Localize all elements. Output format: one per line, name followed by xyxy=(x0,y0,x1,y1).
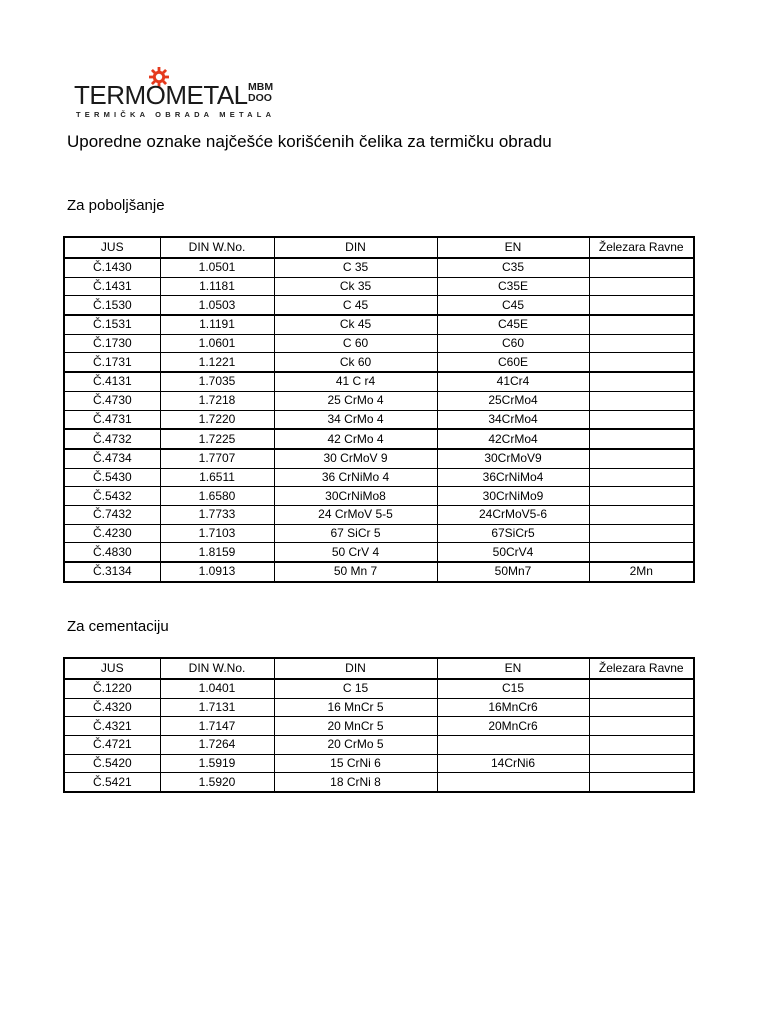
table-row xyxy=(64,315,694,334)
cell-en: 34CrMo4 xyxy=(437,410,589,429)
cell-din-wno: 1.7103 xyxy=(160,524,274,543)
cell-en: 50CrV4 xyxy=(437,543,589,562)
cell-zelezara-ravne xyxy=(589,543,694,562)
cell-din-wno: 1.6580 xyxy=(160,487,274,506)
cell-din-wno: 1.1191 xyxy=(160,315,274,334)
table-row xyxy=(64,353,694,372)
cell-din-wno: 1.0601 xyxy=(160,334,274,353)
cell-en: 30CrMoV9 xyxy=(437,449,589,468)
column-header-zelezara-ravne: Železara Ravne xyxy=(589,658,694,679)
cell-din-wno: 1.0401 xyxy=(160,679,274,698)
cell-jus: Č.3134 xyxy=(64,562,160,582)
cell-zelezara-ravne xyxy=(589,296,694,315)
cell-din: 50 Mn 7 xyxy=(274,562,437,582)
cell-jus: Č.4721 xyxy=(64,736,160,755)
column-header-din: DIN xyxy=(274,658,437,679)
logo-mbm: MBM xyxy=(248,81,274,93)
cell-din: 16 MnCr 5 xyxy=(274,698,437,717)
cell-jus: Č.5421 xyxy=(64,773,160,792)
page-title: Uporedne oznake najčešće korišćenih čelika za termičku obradu xyxy=(67,132,552,151)
cell-jus: Č.1431 xyxy=(64,277,160,296)
cell-jus: Č.4732 xyxy=(64,429,160,449)
table-row xyxy=(64,372,694,391)
table-row xyxy=(64,679,694,698)
cell-jus: Č.1220 xyxy=(64,679,160,698)
cell-jus: Č.7432 xyxy=(64,505,160,524)
table-row xyxy=(64,736,694,755)
table-row xyxy=(64,754,694,773)
cell-din-wno: 1.7147 xyxy=(160,717,274,736)
cell-en: 41Cr4 xyxy=(437,372,589,391)
section-heading-cementaciju: Za cementaciju xyxy=(67,618,169,635)
cell-jus: Č.5430 xyxy=(64,468,160,487)
cell-din-wno: 1.6511 xyxy=(160,468,274,487)
cell-din-wno: 1.0913 xyxy=(160,562,274,582)
table-row xyxy=(64,717,694,736)
table-row xyxy=(64,334,694,353)
table-row xyxy=(64,468,694,487)
cell-en: C45 xyxy=(437,296,589,315)
cell-din: C 45 xyxy=(274,296,437,315)
cell-din-wno: 1.5920 xyxy=(160,773,274,792)
cell-en: C35 xyxy=(437,258,589,277)
cell-din-wno: 1.1181 xyxy=(160,277,274,296)
cell-zelezara-ravne xyxy=(589,505,694,524)
cell-din-wno: 1.0503 xyxy=(160,296,274,315)
table-row xyxy=(64,773,694,792)
cell-din-wno: 1.7220 xyxy=(160,410,274,429)
cell-jus: Č.5420 xyxy=(64,754,160,773)
table-row xyxy=(64,258,694,277)
cell-din-wno: 1.7264 xyxy=(160,736,274,755)
cell-jus: Č.4321 xyxy=(64,717,160,736)
cell-din: 34 CrMo 4 xyxy=(274,410,437,429)
cell-din: 30CrNiMo8 xyxy=(274,487,437,506)
cell-jus: Č.4830 xyxy=(64,543,160,562)
table-row xyxy=(64,449,694,468)
cell-jus: Č.4230 xyxy=(64,524,160,543)
cell-din: Ck 45 xyxy=(274,315,437,334)
table-header-row xyxy=(64,237,694,258)
cell-jus: Č.5432 xyxy=(64,487,160,506)
cell-zelezara-ravne xyxy=(589,736,694,755)
cell-en: 20MnCr6 xyxy=(437,717,589,736)
cell-zelezara-ravne xyxy=(589,372,694,391)
cell-din: 18 CrNi 8 xyxy=(274,773,437,792)
cell-zelezara-ravne xyxy=(589,391,694,410)
cell-en: 67SiCr5 xyxy=(437,524,589,543)
cell-din: 24 CrMoV 5-5 xyxy=(274,505,437,524)
cell-en: C45E xyxy=(437,315,589,334)
cell-zelezara-ravne xyxy=(589,277,694,296)
cell-din: 25 CrMo 4 xyxy=(274,391,437,410)
column-header-din-wno: DIN W.No. xyxy=(160,658,274,679)
cell-din: 15 CrNi 6 xyxy=(274,754,437,773)
cell-en xyxy=(437,773,589,792)
cell-din-wno: 1.7218 xyxy=(160,391,274,410)
cell-en: C60 xyxy=(437,334,589,353)
table-row xyxy=(64,543,694,562)
cell-din: C 60 xyxy=(274,334,437,353)
table-poboljsanje xyxy=(63,236,695,583)
cell-din-wno: 1.7733 xyxy=(160,505,274,524)
cell-zelezara-ravne xyxy=(589,487,694,506)
logo-doo: DOO xyxy=(248,92,272,104)
cell-din: 67 SiCr 5 xyxy=(274,524,437,543)
column-header-en: EN xyxy=(437,658,589,679)
table-row xyxy=(64,524,694,543)
table-row xyxy=(64,487,694,506)
cell-en: 25CrMo4 xyxy=(437,391,589,410)
cell-din: C 35 xyxy=(274,258,437,277)
cell-zelezara-ravne xyxy=(589,754,694,773)
section-heading-poboljsanje: Za poboljšanje xyxy=(67,197,165,214)
cell-en: 42CrMo4 xyxy=(437,429,589,449)
table-row xyxy=(64,391,694,410)
logo-tagline: TERMIČKA OBRADA METALA xyxy=(76,110,276,119)
cell-en: 14CrNi6 xyxy=(437,754,589,773)
cell-en: 16MnCr6 xyxy=(437,698,589,717)
cell-en: 50Mn7 xyxy=(437,562,589,582)
cell-jus: Č.1730 xyxy=(64,334,160,353)
cell-jus: Č.1530 xyxy=(64,296,160,315)
cell-jus: Č.4734 xyxy=(64,449,160,468)
column-header-jus: JUS xyxy=(64,658,160,679)
cell-din: 41 C r4 xyxy=(274,372,437,391)
table-row xyxy=(64,296,694,315)
cell-zelezara-ravne xyxy=(589,258,694,277)
cell-en: C60E xyxy=(437,353,589,372)
cell-zelezara-ravne xyxy=(589,773,694,792)
cell-zelezara-ravne xyxy=(589,698,694,717)
cell-jus: Č.1531 xyxy=(64,315,160,334)
company-logo xyxy=(72,66,284,118)
cell-zelezara-ravne: 2Mn xyxy=(589,562,694,582)
cell-zelezara-ravne xyxy=(589,449,694,468)
cell-zelezara-ravne xyxy=(589,429,694,449)
cell-zelezara-ravne xyxy=(589,717,694,736)
cell-zelezara-ravne xyxy=(589,524,694,543)
cell-zelezara-ravne xyxy=(589,353,694,372)
column-header-zelezara-ravne: Železara Ravne xyxy=(589,237,694,258)
cell-din: 36 CrNiMo 4 xyxy=(274,468,437,487)
cell-din: 20 MnCr 5 xyxy=(274,717,437,736)
cell-jus: Č.4731 xyxy=(64,410,160,429)
table-row xyxy=(64,562,694,582)
cell-zelezara-ravne xyxy=(589,679,694,698)
cell-din-wno: 1.1221 xyxy=(160,353,274,372)
cell-din-wno: 1.5919 xyxy=(160,754,274,773)
cell-en: C15 xyxy=(437,679,589,698)
cell-din-wno: 1.7707 xyxy=(160,449,274,468)
cell-en xyxy=(437,736,589,755)
table-row xyxy=(64,429,694,449)
table-row xyxy=(64,505,694,524)
table-row xyxy=(64,410,694,429)
cell-zelezara-ravne xyxy=(589,468,694,487)
cell-en: 36CrNiMo4 xyxy=(437,468,589,487)
table-cementaciju xyxy=(63,657,695,793)
cell-din-wno: 1.7225 xyxy=(160,429,274,449)
cell-jus: Č.4730 xyxy=(64,391,160,410)
cell-jus: Č.1430 xyxy=(64,258,160,277)
cell-jus: Č.4320 xyxy=(64,698,160,717)
cell-zelezara-ravne xyxy=(589,334,694,353)
cell-en: 24CrMoV5-6 xyxy=(437,505,589,524)
cell-din-wno: 1.7131 xyxy=(160,698,274,717)
column-header-din-wno: DIN W.No. xyxy=(160,237,274,258)
cell-din: Ck 60 xyxy=(274,353,437,372)
cell-din-wno: 1.7035 xyxy=(160,372,274,391)
cell-en: C35E xyxy=(437,277,589,296)
cell-din: C 15 xyxy=(274,679,437,698)
cell-zelezara-ravne xyxy=(589,315,694,334)
column-header-jus: JUS xyxy=(64,237,160,258)
cell-jus: Č.1731 xyxy=(64,353,160,372)
cell-din-wno: 1.8159 xyxy=(160,543,274,562)
cell-en: 30CrNiMo9 xyxy=(437,487,589,506)
cell-din-wno: 1.0501 xyxy=(160,258,274,277)
cell-zelezara-ravne xyxy=(589,410,694,429)
table-row xyxy=(64,698,694,717)
column-header-en: EN xyxy=(437,237,589,258)
cell-din: 20 CrMo 5 xyxy=(274,736,437,755)
table-row xyxy=(64,277,694,296)
logo-wordmark: TERMOMETAL xyxy=(74,80,248,110)
cell-din: Ck 35 xyxy=(274,277,437,296)
column-header-din: DIN xyxy=(274,237,437,258)
cell-din: 42 CrMo 4 xyxy=(274,429,437,449)
cell-din: 50 CrV 4 xyxy=(274,543,437,562)
cell-din: 30 CrMoV 9 xyxy=(274,449,437,468)
table-header-row xyxy=(64,658,694,679)
cell-jus: Č.4131 xyxy=(64,372,160,391)
